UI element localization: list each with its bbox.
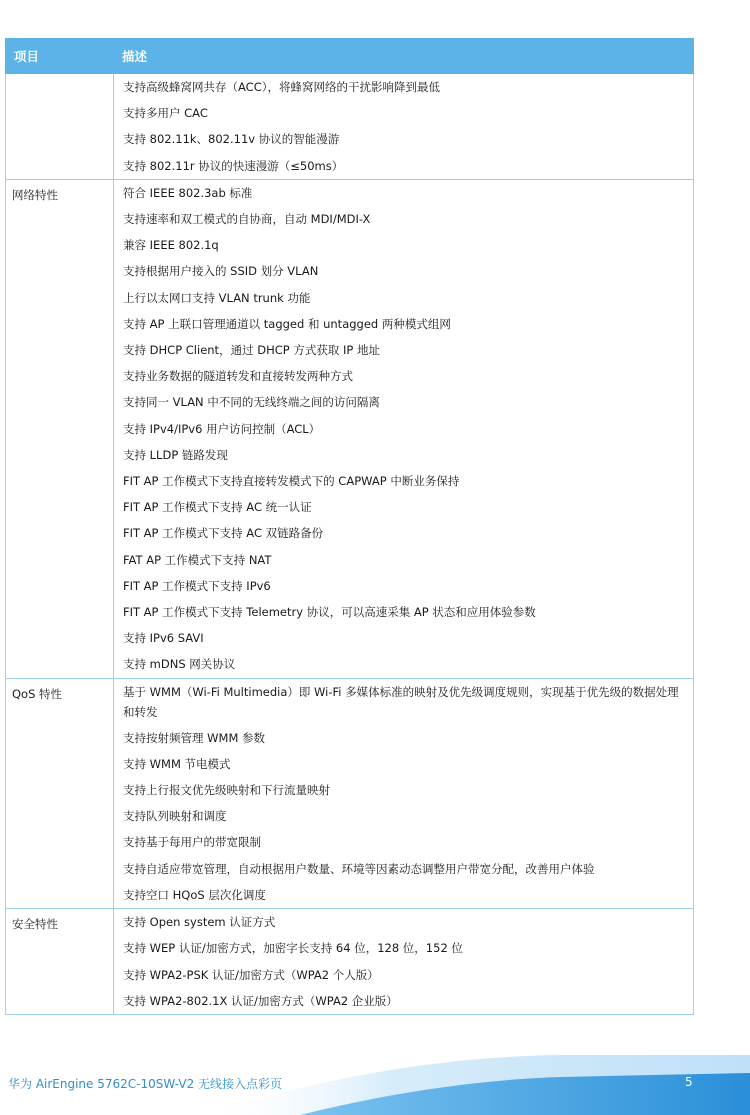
description-line: 支持自适应带宽管理，自动根据用户数量、环境等因素动态调整用户带宽分配，改善用户体验 bbox=[123, 861, 595, 876]
description-line: 支持 mDNS 网关协议 bbox=[123, 657, 236, 672]
description-line: 支持 Open system 认证方式 bbox=[123, 915, 276, 930]
description-line: 支持根据用户接入的 SSID 划分 VLAN bbox=[123, 264, 319, 279]
description-line: 支持 WMM 节电模式 bbox=[123, 756, 231, 771]
description-line: 支持基于每用户的带宽限制 bbox=[123, 835, 261, 850]
page-number: 5 bbox=[685, 1075, 693, 1089]
description-line: 支持 802.11r 协议的快速漫游（≤50ms） bbox=[123, 158, 344, 173]
description-line: 支持 AP 上联口管理通道以 tagged 和 untagged 两种模式组网 bbox=[123, 316, 451, 331]
description-line: FIT AP 工作模式下支持 Telemetry 协议，可以高速采集 AP 状态和应用体验参数 bbox=[123, 605, 536, 620]
table-body bbox=[6, 74, 694, 1015]
description-line: 支持 LLDP 链路发现 bbox=[123, 447, 228, 462]
description-line: 支持业务数据的隧道转发和直接转发两种方式 bbox=[123, 369, 353, 384]
description-cell bbox=[114, 74, 694, 180]
description-line: FIT AP 工作模式下支持直接转发模式下的 CAPWAP 中断业务保持 bbox=[123, 474, 460, 489]
description-line: 支持 802.11k、802.11v 协议的智能漫游 bbox=[123, 132, 340, 147]
table-header-row bbox=[6, 39, 694, 74]
description-line: 支持队列映射和调度 bbox=[123, 809, 227, 824]
description-line: 兼容 IEEE 802.1q bbox=[123, 238, 219, 253]
category-cell: QoS 特性 bbox=[6, 678, 114, 908]
table-row bbox=[6, 909, 694, 1015]
description-cell bbox=[114, 678, 694, 908]
description-line: FAT AP 工作模式下支持 NAT bbox=[123, 552, 272, 567]
footer-title: 华为 AirEngine 5762C-10SW-V2 无线接入点彩页 bbox=[8, 1077, 283, 1091]
description-line: 支持同一 VLAN 中不同的无线终端之间的访问隔离 bbox=[123, 395, 380, 410]
category-cell bbox=[6, 74, 114, 180]
description-line: 支持高级蜂窝网共存（ACC），将蜂窝网络的干扰影响降到最低 bbox=[123, 80, 440, 94]
table-row bbox=[6, 678, 694, 908]
description-line: 支持 DHCP Client，通过 DHCP 方式获取 IP 地址 bbox=[123, 343, 380, 358]
description-cell bbox=[114, 179, 694, 678]
description-line: 符合 IEEE 802.3ab 标准 bbox=[123, 185, 253, 200]
description-line: FIT AP 工作模式下支持 AC 统一认证 bbox=[123, 500, 312, 515]
description-line: 基于 WMM（Wi-Fi Multimedia）即 Wi-Fi 多媒体标准的映射及优先级调度规则，实现基于优先级的数据处理和转发 bbox=[123, 684, 679, 719]
description-line: 支持 IPv4/IPv6 用户访问控制（ACL） bbox=[123, 421, 321, 436]
description-line: 上行以太网口支持 VLAN trunk 功能 bbox=[123, 290, 311, 305]
category-cell: 安全特性 bbox=[6, 909, 114, 1015]
description-line: 支持 IPv6 SAVI bbox=[123, 631, 204, 646]
description-line: 支持按射频管理 WMM 参数 bbox=[123, 730, 266, 745]
description-line: 支持空口 HQoS 层次化调度 bbox=[123, 887, 266, 902]
description-line: 支持 WEP 认证/加密方式，加密字长支持 64 位，128 位，152 位 bbox=[123, 941, 463, 956]
header-item: 项目 bbox=[6, 39, 114, 74]
table-row bbox=[6, 74, 694, 180]
description-line: 支持速率和双工模式的自协商，自动 MDI/MDI-X bbox=[123, 212, 371, 227]
description-line: 支持上行报文优先级映射和下行流量映射 bbox=[123, 783, 330, 798]
spec-table bbox=[5, 38, 694, 1015]
description-line: 支持 WPA2-802.1X 认证/加密方式（WPA2 企业版） bbox=[123, 993, 398, 1008]
table-row bbox=[6, 179, 694, 678]
description-line: FIT AP 工作模式下支持 AC 双链路备份 bbox=[123, 526, 324, 541]
description-line: 支持 WPA2-PSK 认证/加密方式（WPA2 个人版） bbox=[123, 967, 379, 982]
description-cell bbox=[114, 909, 694, 1015]
description-line: 支持多用户 CAC bbox=[123, 106, 208, 121]
description-line: FIT AP 工作模式下支持 IPv6 bbox=[123, 578, 271, 593]
header-description: 描述 bbox=[114, 39, 694, 74]
category-cell: 网络特性 bbox=[6, 179, 114, 678]
